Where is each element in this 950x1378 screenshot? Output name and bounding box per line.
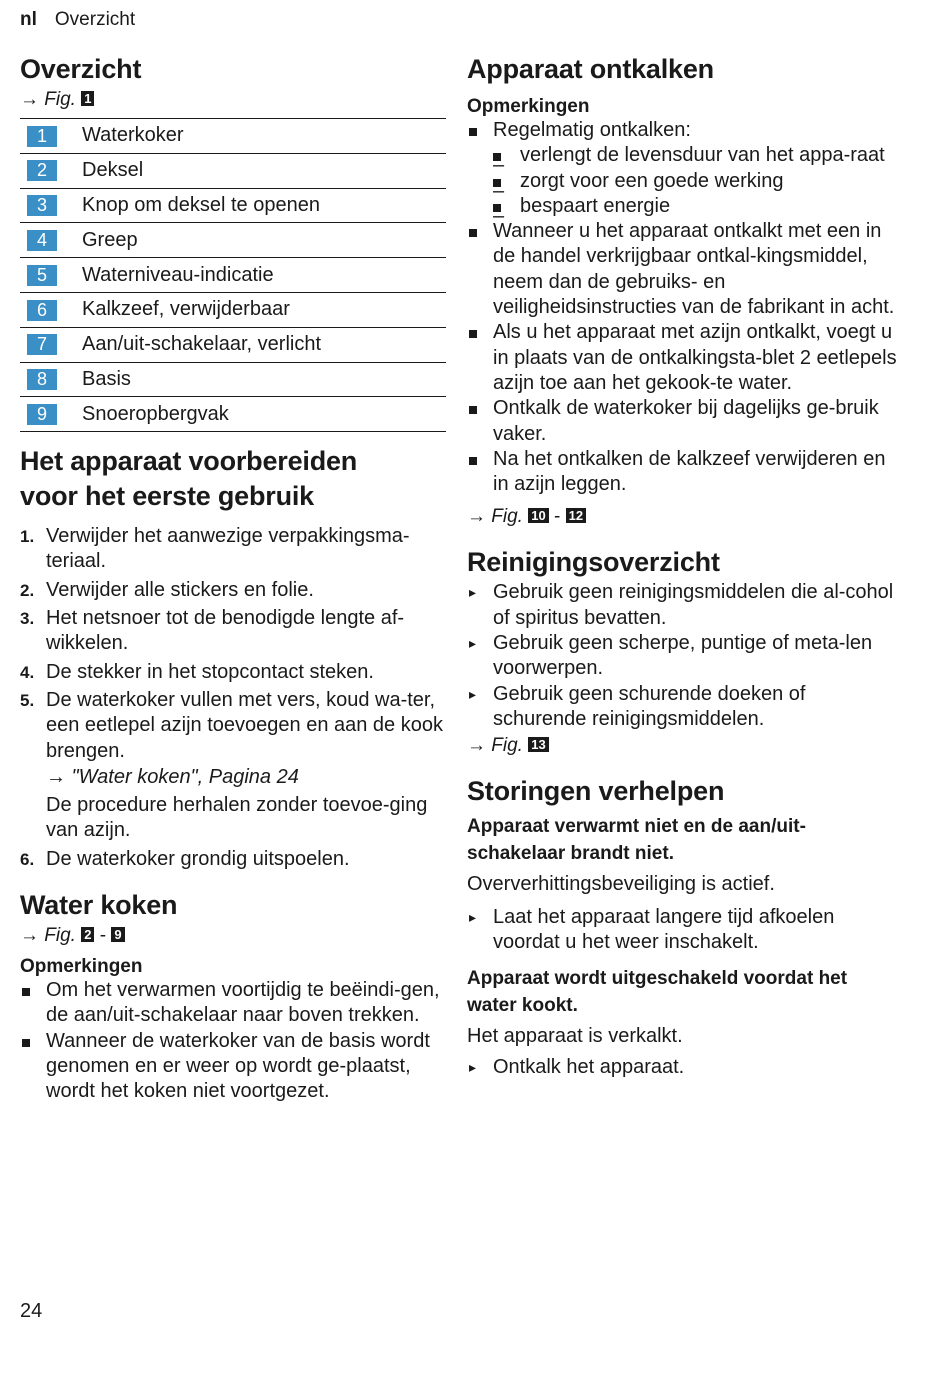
descale-title: Apparaat ontkalken	[467, 54, 714, 84]
list-item: – zorgt voor een goede werking	[493, 169, 899, 194]
boil-fig-ref: → Fig. 2 - 9	[20, 923, 446, 948]
list-item: 3. Het netsnoer tot de benodigde lengte af-wikkelen.	[20, 607, 405, 655]
header-section: Overzicht	[54, 9, 136, 30]
part-number-badge: 8	[27, 369, 57, 390]
part-label: Kalkzeef, verwijderbaar	[82, 292, 446, 327]
part-number-cell	[20, 188, 82, 223]
part-number-cell	[20, 327, 82, 362]
step-note: De procedure herhalen zonder toevoe-ging van azijn.	[46, 794, 428, 842]
part-label: Aan/uit-schakelaar, verlicht	[82, 327, 446, 362]
troubleshooting-title: Storingen verhelpen	[467, 776, 725, 807]
part-number-cell	[20, 292, 82, 327]
prepare-steps	[20, 524, 446, 872]
table-row	[20, 362, 446, 397]
table-row	[20, 258, 446, 293]
part-number-badge: 2	[27, 160, 57, 181]
parts-table	[20, 118, 446, 432]
list-item: Wanneer u het apparaat ontkalkt met een in de handel verkrijgbaar ontkal-kingsmiddel, neem dan de gebruiks- en veiligheidsinstructies van de fabrikant in acht.	[467, 219, 899, 320]
table-row	[20, 223, 446, 258]
part-number-badge: 1	[27, 126, 57, 147]
problem-cause: Oververhittingsbeveiliging is actief.	[467, 873, 775, 896]
problem-title: Apparaat verwarmt niet en de aan/uit-schakelaar brandt niet.	[467, 816, 806, 865]
cleaning-title: Reinigingsoverzicht	[467, 547, 720, 578]
arrow-icon: →	[467, 735, 486, 757]
problem-actions	[467, 905, 899, 956]
part-number-badge: 5	[27, 265, 57, 286]
arrow-icon: →	[20, 89, 39, 110]
part-number-badge: 9	[27, 404, 57, 425]
notes-title: Opmerkingen	[467, 96, 590, 117]
list-item: 1. Verwijder het aanwezige verpakkingsma-teriaal.	[20, 525, 410, 573]
part-number-cell	[20, 119, 82, 154]
list-item: 6. De waterkoker grondig uitspoelen.	[20, 847, 350, 870]
cleaning-fig-ref: → Fig. 13	[467, 733, 899, 758]
table-row	[20, 292, 446, 327]
list-item: Als u het apparaat met azijn ontkalkt, voegt u in plaats van de ontkalkingsta-blet 2 eetlepels azijn toe aan het gekook-te water.	[467, 320, 899, 396]
part-label: Waterniveau-indicatie	[82, 258, 446, 293]
list-item: 4. De stekker in het stopcontact steken.	[20, 660, 374, 683]
part-number-badge: 7	[27, 334, 57, 355]
list-item: – bespaart energie	[493, 194, 899, 219]
fig-number: 1	[81, 91, 94, 106]
notes-title: Opmerkingen	[20, 956, 143, 978]
prepare-section	[20, 444, 446, 872]
part-label: Deksel	[82, 153, 446, 188]
list-item: ▸ Laat het apparaat langere tijd afkoelen voordat u het weer inschakelt.	[467, 905, 899, 956]
part-label: Waterkoker	[82, 119, 446, 154]
list-item: Om het verwarmen voortijdig te beëindi-gen, de aan/uit-schakelaar naar boven trekken.	[20, 978, 446, 1029]
list-item: ▸ Gebruik geen scherpe, puntige of meta-len voorwerpen.	[467, 631, 899, 682]
language-code: nl	[20, 9, 37, 30]
boil-section	[20, 888, 446, 1104]
part-number-badge: 3	[27, 195, 57, 216]
arrow-icon: →	[20, 925, 39, 947]
page-header	[20, 9, 135, 31]
problem-cause: Het apparaat is verkalkt.	[467, 1025, 683, 1048]
right-column	[467, 52, 899, 1081]
list-item: ▸ Ontkalk het apparaat.	[467, 1055, 899, 1080]
problem-title: Apparaat wordt uitgeschakeld voordat het water kookt.	[467, 968, 848, 1017]
list-item: 2. Verwijder alle stickers en folie.	[20, 578, 314, 601]
descale-notes	[467, 118, 899, 497]
cross-reference: → "Water koken", Pagina 24	[46, 765, 299, 788]
list-item: Regelmatig ontkalken: – verlengt de levensduur van het appa-raat – zorgt voor een goede werking – bespaart energie	[467, 118, 899, 219]
part-label: Greep	[82, 223, 446, 258]
list-item: Ontkalk de waterkoker bij dagelijks ge-bruik vaker.	[467, 396, 899, 447]
table-row	[20, 397, 446, 432]
boil-notes	[20, 978, 446, 1104]
arrow-icon: →	[467, 506, 486, 528]
cleaning-list	[467, 580, 899, 732]
list-item: Wanneer de waterkoker van de basis wordt genomen en er weer op wordt ge-plaatst, wordt het koken niet voortgezet.	[20, 1029, 446, 1105]
part-number-badge: 6	[27, 300, 57, 321]
part-number-cell	[20, 362, 82, 397]
boil-title: Water koken	[20, 890, 178, 921]
list-item: Na het ontkalken de kalkzeef verwijderen en in azijn leggen.	[467, 447, 899, 498]
part-label: Knop om deksel te openen	[82, 188, 446, 223]
part-number-cell	[20, 397, 82, 432]
fig-label: Fig.	[44, 89, 76, 110]
part-number-cell	[20, 223, 82, 258]
part-label: Basis	[82, 362, 446, 397]
table-row	[20, 327, 446, 362]
prepare-title: Het apparaat voorbereiden voor het eerste gebruik	[20, 446, 358, 512]
overview-fig-ref	[20, 87, 446, 112]
list-item: 5. De waterkoker vullen met vers, koud wa-ter, een eetlepel azijn toevoegen en aan de kook brengen. → "Water koken", Pagina 24 De procedure herhalen zonder toevoe-ging van azijn.	[20, 688, 446, 844]
left-column	[20, 52, 446, 1105]
overview-title: Overzicht	[20, 54, 142, 84]
table-row	[20, 153, 446, 188]
table-row	[20, 119, 446, 154]
part-number-badge: 4	[27, 230, 57, 251]
page-number: 24	[20, 1300, 43, 1322]
part-number-cell	[20, 153, 82, 188]
problem-actions	[467, 1055, 899, 1080]
part-number-cell	[20, 258, 82, 293]
list-item: ▸ Gebruik geen reinigingsmiddelen die al-cohol of spiritus bevatten.	[467, 580, 899, 631]
list-item: ▸ Gebruik geen schurende doeken of schurende reinigingsmiddelen.	[467, 682, 899, 733]
descale-fig-ref: → Fig. 10 - 12	[467, 504, 899, 529]
part-label: Snoeropbergvak	[82, 397, 446, 432]
table-row	[20, 188, 446, 223]
list-item: – verlengt de levensduur van het appa-raat	[493, 143, 899, 168]
descale-subitems	[493, 143, 899, 219]
